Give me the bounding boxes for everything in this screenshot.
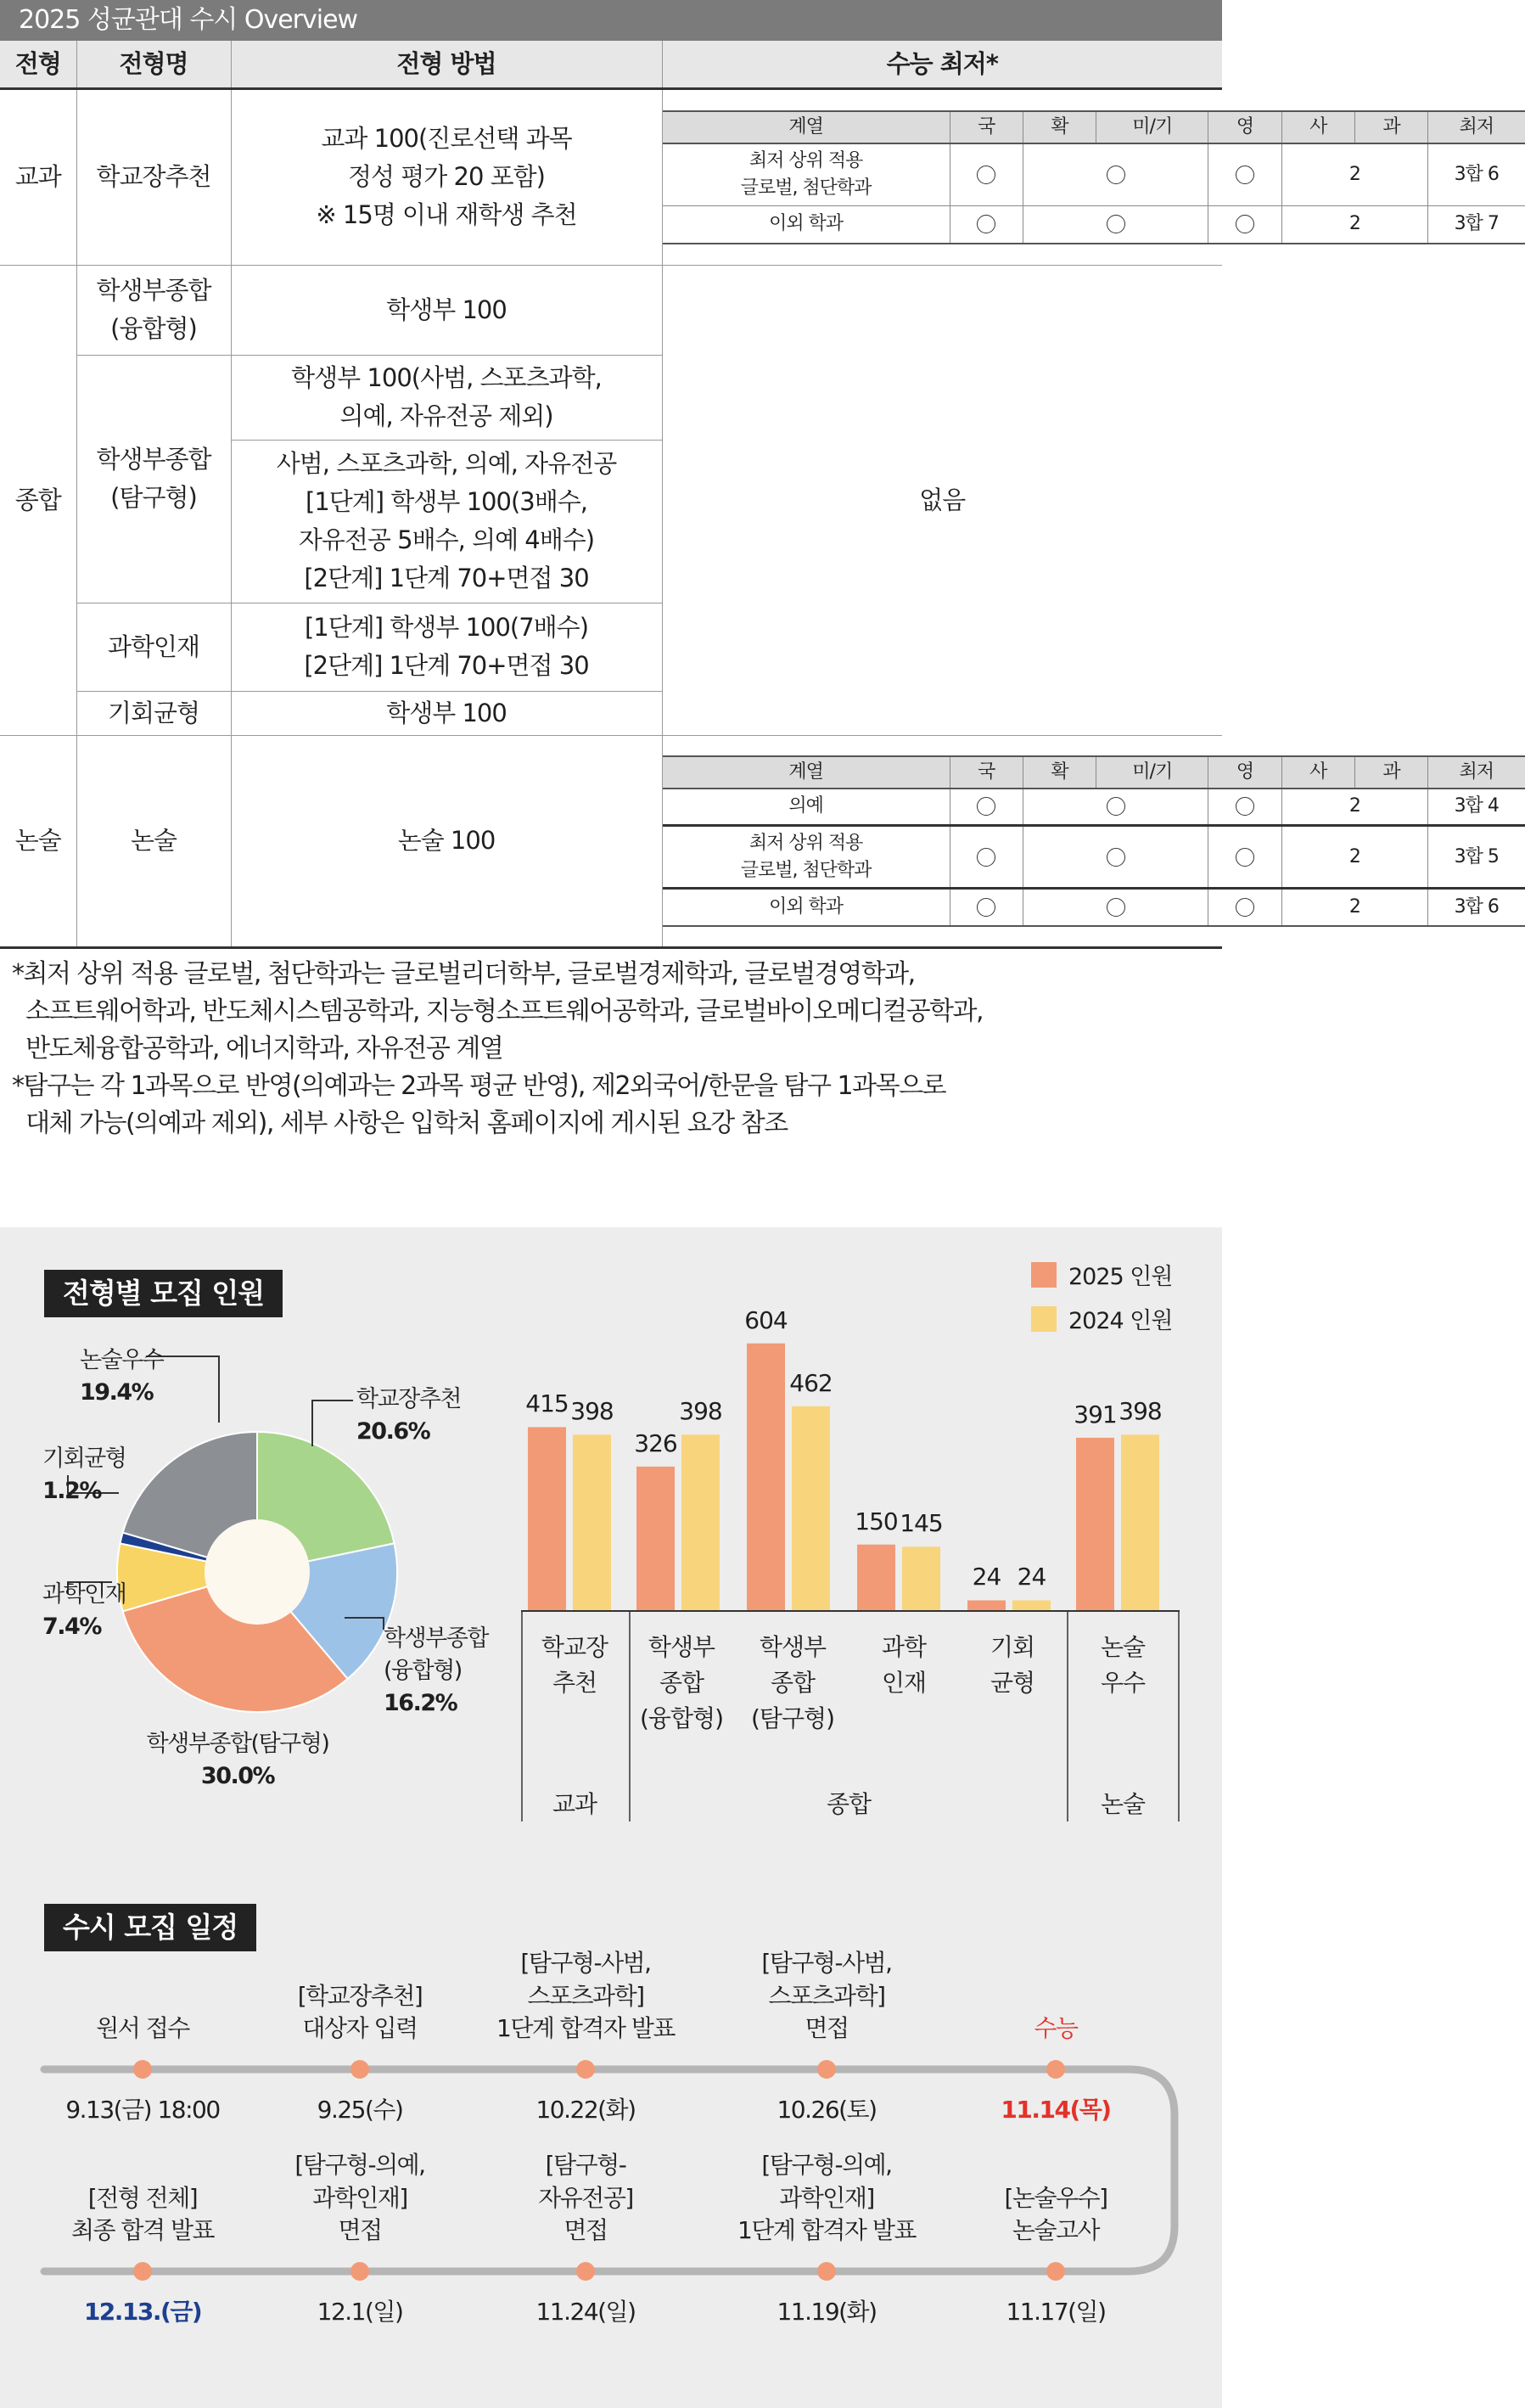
bar-2024 [681,1434,720,1611]
field-line: 글로벌, 첨단학과 [740,859,872,881]
name-fusion [76,265,231,355]
bar-2025 [967,1600,1006,1611]
mini-header: 최저 [1428,756,1525,789]
mini-min: 3합 7 [1428,206,1525,244]
timeline-dot [817,2060,836,2079]
category-label: 학생부 종합 (융합형) [640,1633,723,1732]
group-label-nonsul: 논술 [1100,1790,1146,1818]
circle-mark [1208,789,1281,826]
bar-2024 [1012,1600,1051,1611]
schedule-date: 11.19(화) [777,2298,877,2326]
method-line: [2단계] 1단계 70+면접 30 [304,563,589,592]
schedule-event: [탐구형- 자유전공] 면접 [538,2151,633,2245]
overview-table [0,41,1499,949]
bar-2025 [528,1427,566,1611]
mini-header: 사 [1281,111,1354,143]
mini-sa: 2 [1281,789,1427,826]
schedule-date: 10.26(토) [777,2096,877,2124]
method-line: 교과 100(진로선택 과목 [321,124,572,154]
timeline-dot [817,2262,836,2281]
footnotes [12,956,1208,1142]
timeline-dot [1046,2262,1065,2281]
mini-header: 최저 [1428,111,1525,143]
schedule-event: [논술우수] 논술고사 [1004,2183,1107,2245]
schedule-date: 10.22(화) [535,2096,636,2124]
timeline-dot [576,2262,595,2281]
header-type: 전형 [0,41,76,88]
mini-header: 국 [950,111,1023,143]
mini-header: 영 [1208,756,1281,789]
group-label-gyogwa: 교과 [552,1790,597,1818]
header-csat-min: 수능 최저* [662,41,1222,88]
circle-mark [950,826,1023,889]
mini-header: 과 [1354,111,1427,143]
bar-2024 [573,1434,611,1611]
schedule-date: 11.14(목) [1001,2096,1111,2124]
circle-mark [1023,889,1208,926]
method-fusion: 학생부 100 [231,265,662,355]
mini-sa: 2 [1281,206,1427,244]
method-inquiry-b [231,440,662,603]
bar-value-label: 24 [972,1563,1001,1591]
mini-sa: 2 [1281,826,1427,889]
footnote-line: 반도체융합공학과, 에너지학과, 자유전공 계열 [12,1034,503,1064]
timeline-dot [576,2060,595,2079]
group-label-jonghap: 종합 [826,1790,872,1818]
footnote-line: *최저 상위 적용 글로벌, 첨단학과는 글로벌리더학부, 글로벌경제학과, 글로벌경영학과, [12,959,915,989]
schedule-event: [전형 전체] 최종 합격 발표 [70,2183,215,2245]
method-line: [1단계] 학생부 100(3배수, [306,487,587,517]
category-label: 기회 균형 [990,1633,1035,1697]
name-school-recommend: 학교장추천 [76,88,231,265]
schedule-event: [탐구형-의예, 과학인재] 면접 [294,2151,425,2245]
pie-label-nonsul: 논술우수 19.4% [80,1347,164,1406]
csat-min-none: 없음 [662,265,1222,735]
bar-2025 [1076,1438,1114,1611]
circle-mark [1208,206,1281,244]
footnote-line: *탐구는 각 1과목으로 반영(의예과는 2과목 평균 반영), 제2외국어/한문을 탐구 1과목으로 [12,1071,946,1101]
method-line: 자유전공 5배수, 의예 4배수) [298,525,595,554]
bar-value-label: 462 [789,1368,833,1397]
schedule-date: 9.25(수) [317,2096,403,2124]
mini-header: 확 [1023,111,1096,143]
schedule-date: 12.1(일) [317,2298,403,2326]
mini-field: 이외 학과 [663,206,950,244]
circle-mark [1023,206,1208,244]
bar-2024 [792,1406,830,1611]
circle-mark [1023,789,1208,826]
mini-header: 확 [1023,756,1096,789]
schedule-event: [탐구형-의예, 과학인재] 1단계 합격자 발표 [737,2151,916,2245]
name-line: (탐구형) [110,483,197,512]
method-line: [2단계] 1단계 70+면접 30 [304,651,589,680]
header-name: 전형명 [76,41,231,88]
mini-header: 계열 [663,111,950,143]
field-line: 최저 상위 적용 [748,832,863,854]
circle-mark [1023,143,1208,206]
pie-label-inquiry: 학생부종합(탐구형) 30.0% [146,1731,329,1789]
mini-sa: 2 [1281,889,1427,926]
mini-header: 사 [1281,756,1354,789]
circle-mark [950,789,1023,826]
csat-min-nonsul [662,735,1499,947]
pie-center-hole [205,1519,310,1625]
method-nonsul: 논술 100 [231,735,662,947]
timeline-dot [133,2060,152,2079]
legend-label-2024: 2024 인원 [1068,1308,1173,1334]
schedule-date: 9.13(금) 18:00 [65,2096,220,2124]
method-balance: 학생부 100 [231,691,662,735]
schedule-event: 원서 접수 [96,2014,189,2043]
legend-label-2025: 2025 인원 [1068,1264,1173,1290]
method-line: 의예, 자유전공 제외) [339,401,553,430]
method-line: 사범, 스포츠과학, 의예, 자유전공 [276,449,617,479]
mini-field: 이외 학과 [663,889,950,926]
category-label: 논술 우수 [1100,1633,1146,1697]
pie-label-science: 과학인재 7.4% [42,1581,126,1640]
method-line: ※ 15명 이내 재학생 추천 [316,199,577,229]
category-label: 학생부 종합 (탐구형) [751,1633,834,1732]
timeline-dot [350,2060,369,2079]
schedule-date: 12.13.(금) [83,2298,202,2326]
schedule-event: [탐구형-사범, 스포츠과학] 1단계 합격자 발표 [496,1949,675,2043]
field-line: 최저 상위 적용 [748,149,863,171]
csat-min-gyogwa [662,88,1499,265]
method-inquiry-a [231,355,662,440]
csat-min-table-2 [663,755,1525,927]
header-method: 전형 방법 [231,41,662,88]
method-science [231,603,662,691]
mini-header: 미/기 [1096,756,1208,789]
mini-header: 계열 [663,756,950,789]
mini-min: 3합 6 [1428,143,1525,206]
mini-header: 영 [1208,111,1281,143]
timeline-dot [1046,2060,1065,2079]
mini-field [663,143,950,206]
name-nonsul: 논술 [76,735,231,947]
mini-sa: 2 [1281,143,1427,206]
type-jonghap: 종합 [0,265,76,735]
bar-2025 [857,1545,895,1611]
circle-mark [950,143,1023,206]
bar-value-label: 145 [900,1509,943,1538]
circle-mark [950,206,1023,244]
circle-mark [1208,889,1281,926]
schedule-event: 수능 [1034,2014,1078,2043]
mini-header: 과 [1354,756,1427,789]
field-line: 글로벌, 첨단학과 [740,177,872,199]
schedule-section-title: 수시 모집 일정 [44,1904,256,1951]
category-label: 과학 인재 [881,1633,927,1697]
bar-2025 [636,1467,675,1611]
bar-value-label: 398 [679,1397,722,1426]
mini-min: 3합 5 [1428,826,1525,889]
mini-header: 국 [950,756,1023,789]
bar-2024 [1121,1434,1159,1611]
bar-2025 [747,1344,785,1611]
method-line: 학생부 100(사범, 스포츠과학, [291,363,602,393]
footnote-line: 대체 가능(의예과 제외), 세부 사항은 입학처 홈페이지에 게시된 요강 참조 [12,1109,788,1138]
name-balance: 기회균형 [76,691,231,735]
mini-field [663,826,950,889]
bar-value-label: 391 [1074,1400,1117,1429]
bar-value-label: 398 [570,1397,614,1426]
method-school-recommend [231,88,662,265]
name-line: (융합형) [110,314,197,343]
mini-min: 3합 6 [1428,889,1525,926]
mini-header: 미/기 [1096,111,1208,143]
timeline-dot [350,2262,369,2281]
timeline-dot [133,2262,152,2281]
bar-value-label: 24 [1017,1563,1046,1591]
type-nonsul: 논술 [0,735,76,947]
bar-value-label: 326 [634,1429,677,1457]
recruit-section-title: 전형별 모집 인원 [44,1270,283,1317]
circle-mark [1023,826,1208,889]
bar-value-label: 150 [855,1507,898,1535]
pie-label-fusion: 학생부종합 (융합형) 16.2% [384,1625,488,1716]
method-line: 정성 평가 20 포함) [348,162,545,192]
page-title: 2025 성균관대 수시 Overview [0,0,1222,41]
bar-value-label: 398 [1119,1397,1162,1426]
footnote-line: 소프트웨어학과, 반도체시스템공학과, 지능형소프트웨어공학과, 글로벌바이오메디컬공학과, [12,996,984,1026]
schedule-date: 11.17(일) [1006,2298,1106,2326]
circle-mark [1208,826,1281,889]
circle-mark [950,889,1023,926]
name-science: 과학인재 [76,603,231,691]
pie-label-balance: 기회균형 1.2% [42,1445,126,1504]
name-line: 학생부종합 [96,445,211,474]
csat-min-table-1 [663,110,1525,244]
name-inquiry [76,355,231,603]
type-gyogwa: 교과 [0,88,76,265]
pie-leader-line [312,1400,353,1446]
name-line: 학생부종합 [96,276,211,306]
schedule-date: 11.24(일) [535,2298,636,2326]
method-line: [1단계] 학생부 100(7배수) [304,613,589,643]
pie-label-school: 학교장추천 20.6% [356,1386,461,1445]
schedule-event: [탐구형-사범, 스포츠과학] 면접 [761,1949,892,2043]
mini-field: 의예 [663,789,950,826]
mini-min: 3합 4 [1428,789,1525,826]
category-label: 학교장 추천 [541,1633,608,1697]
schedule-event: [학교장추천] 대상자 입력 [297,1981,423,2043]
bar-2024 [902,1546,940,1611]
circle-mark [1208,143,1281,206]
bar-value-label: 415 [525,1389,569,1418]
bar-value-label: 604 [744,1305,788,1334]
